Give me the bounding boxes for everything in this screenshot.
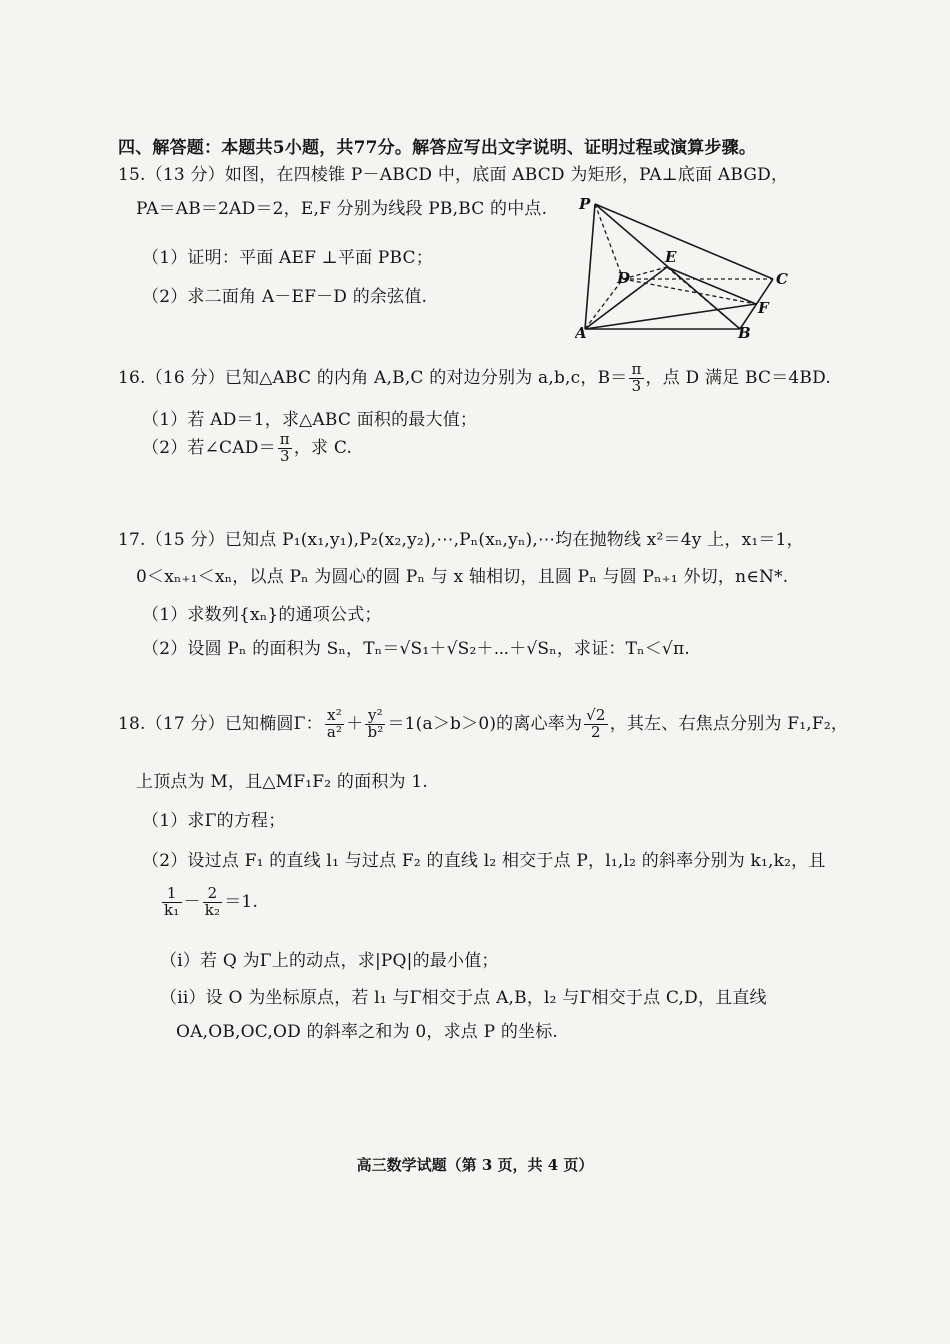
q18-sub1: （i）若 Q 为Γ上的动点，求|PQ|的最小值； — [160, 951, 499, 971]
q16-line1 — [118, 362, 831, 395]
q18-line1-a: 18.（17 分）已知椭圆Γ： — [118, 713, 323, 734]
q17-part2: （2）设圆 Pₙ 的面积为 Sₙ，Tₙ＝√S₁＋√S₂＋⋯＋√Sₙ，求证：Tₙ＜√π. — [142, 639, 690, 659]
frac-den: b² — [367, 722, 384, 741]
pyramid-figure — [575, 192, 800, 342]
frac-den: k₂ — [204, 900, 221, 919]
q18-eq-tail: ＝1. — [224, 891, 259, 912]
edge-PC — [595, 204, 773, 279]
label-C: C — [776, 270, 788, 288]
q18-part1: （1）求Γ的方程； — [142, 811, 286, 831]
q15-line2: PA＝AB＝2AD＝2，E,F 分别为线段 PB,BC 的中点. — [136, 199, 548, 219]
page-footer: 高三数学试题（第 3 页，共 4 页） — [356, 1156, 594, 1174]
q16-line1-a: 16.（16 分）已知△ABC 的内角 A,B,C 的对边分别为 a,b,c，B＝ — [118, 367, 628, 388]
q16-part2-a: （2）若∠CAD＝ — [142, 437, 276, 458]
label-B: B — [738, 324, 751, 342]
plus-sign: ＋ — [346, 713, 364, 734]
q16-line1-b: ，点 D 满足 BC＝4BD. — [645, 367, 831, 388]
q17-line1: 17.（15 分）已知点 P₁(x₁,y₁),P₂(x₂,y₂),⋯,Pₙ(xₙ,yₙ),⋯均在抛物线 x²＝4y 上，x₁＝1， — [118, 530, 804, 550]
q18-part2: （2）设过点 F₁ 的直线 l₁ 与过点 F₂ 的直线 l₂ 相交于点 P，l₁,l₂ 的斜率分别为 k₁,k₂，且 — [142, 851, 826, 871]
label-E: E — [665, 248, 677, 266]
edge-PA — [585, 204, 595, 329]
q15-part1: （1）证明：平面 AEF ⊥平面 PBC； — [142, 248, 433, 268]
edge-AF — [585, 304, 756, 329]
y2-over-b2 — [365, 708, 385, 741]
two-over-k2 — [203, 886, 223, 919]
q16-part2 — [142, 432, 352, 465]
q18-line1-b: ＝1(a＞b＞0)的离心率为 — [387, 713, 583, 734]
q17-part1: （1）求数列{xₙ}的通项公式； — [142, 605, 382, 625]
label-A: A — [575, 324, 587, 342]
label-D: D — [617, 269, 631, 287]
frac-num: 1 — [162, 886, 182, 903]
pi-over-3-fraction-2 — [278, 432, 292, 465]
frac-num: √2 — [586, 706, 606, 724]
q18-condition — [160, 886, 258, 919]
frac-den: a² — [326, 722, 343, 741]
frac-den: 2 — [591, 722, 601, 741]
frac-num: x² — [325, 708, 344, 725]
label-P: P — [579, 195, 591, 213]
q16-part2-b: ，求 C. — [293, 437, 353, 458]
hidden-edge-DF — [623, 279, 756, 304]
section-header: 四、解答题：本题共5小题，共77分。解答应写出文字说明、证明过程或演算步骤。 — [118, 138, 757, 158]
frac-num: y² — [365, 708, 385, 725]
pi-over-3-fraction — [629, 362, 643, 395]
frac-den: k₁ — [164, 900, 180, 919]
frac-num: π — [631, 360, 642, 378]
q18-sub2-line2: OA,OB,OC,OD 的斜率之和为 0，求点 P 的坐标. — [176, 1022, 559, 1042]
frac-num: π — [279, 430, 290, 448]
q18-line2: 上顶点为 M，且△MF₁F₂ 的面积为 1. — [136, 772, 428, 792]
sqrt2-over-2 — [584, 708, 608, 741]
q18-line1-c: ，其左、右焦点分别为 F₁,F₂， — [609, 713, 849, 734]
label-F: F — [758, 299, 769, 317]
frac-den: 3 — [279, 446, 290, 465]
q17-line2: 0＜xₙ₊₁＜xₙ，以点 Pₙ 为圆心的圆 Pₙ 与 x 轴相切，且圆 Pₙ 与圆 Pₙ₊₁ 外切，n∈N*. — [136, 567, 789, 587]
frac-num: 2 — [203, 886, 223, 903]
q18-line1 — [118, 708, 848, 741]
frac-den: 3 — [631, 376, 642, 395]
edge-EF — [667, 267, 756, 304]
minus-sign: － — [183, 891, 201, 912]
one-over-k1 — [162, 886, 182, 919]
q16-part1: （1）若 AD＝1，求△ABC 面积的最大值； — [142, 410, 478, 430]
q18-sub2-line1: （ii）设 O 为坐标原点，若 l₁ 与Γ相交于点 A,B，l₂ 与Γ相交于点 C,D，且直线 — [160, 988, 767, 1008]
x2-over-a2 — [325, 708, 344, 741]
q15-line1: 15.（13 分）如图，在四棱锥 P－ABCD 中，底面 ABCD 为矩形，PA⊥底面 ABGD， — [118, 165, 789, 185]
q15-part2: （2）求二面角 A－EF－D 的余弦值. — [142, 287, 428, 307]
